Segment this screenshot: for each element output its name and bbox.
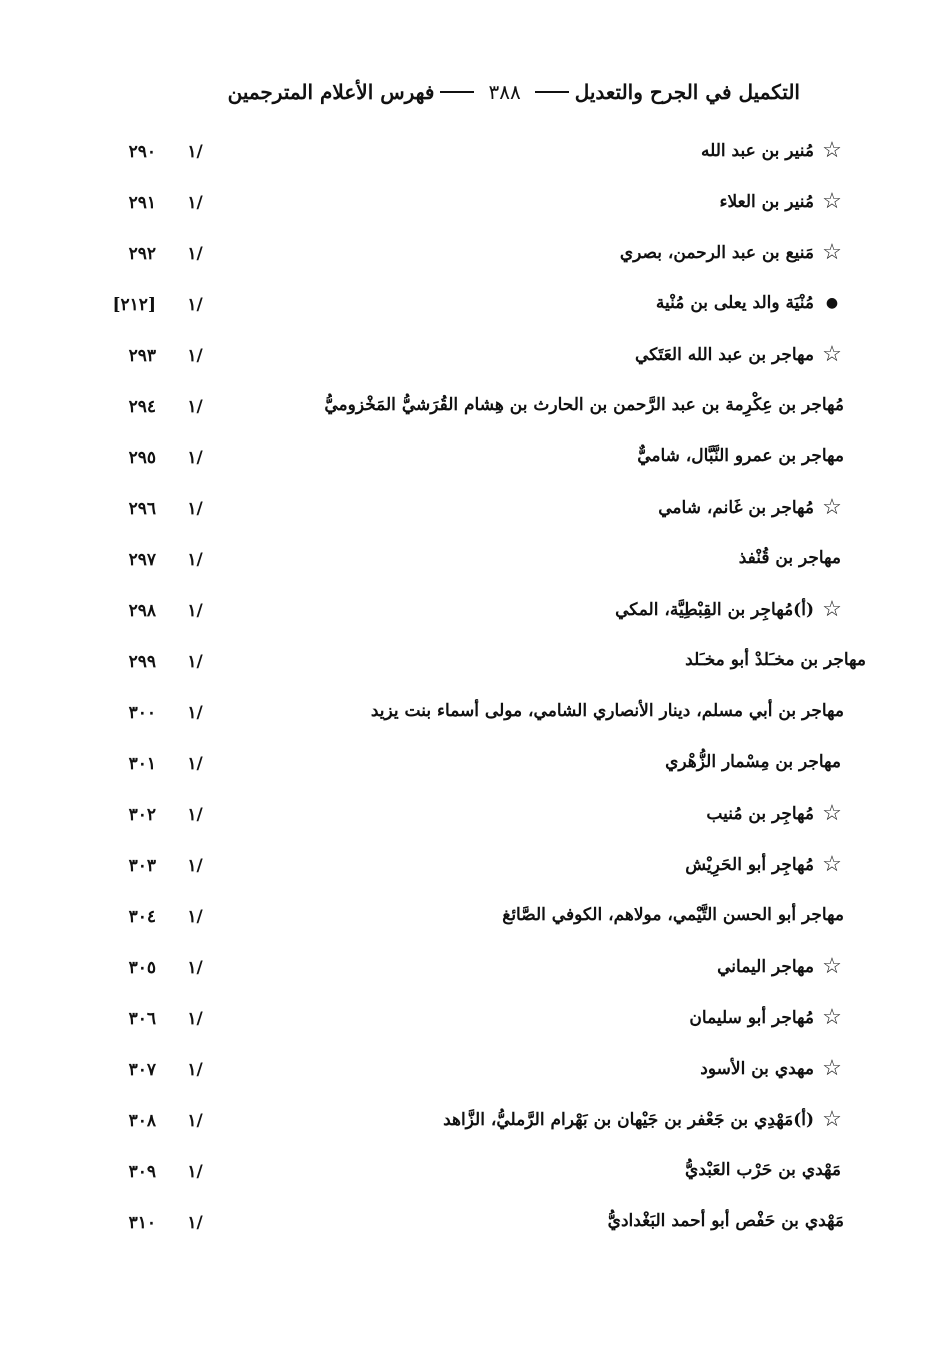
entry-number: ٢٩٧ bbox=[128, 550, 156, 570]
entry-name-group bbox=[620, 242, 844, 264]
index-entry bbox=[0, 487, 936, 539]
entry-volume: ١/ bbox=[187, 754, 203, 774]
index-entry bbox=[0, 1048, 936, 1100]
entry-name-group bbox=[706, 803, 844, 825]
section-title: فهرس الأعلام المترجمين bbox=[227, 80, 435, 104]
entry-number: ٣١٠ bbox=[128, 1213, 156, 1233]
entry-volume: ١/ bbox=[187, 1111, 203, 1131]
star-icon: ☆ bbox=[822, 189, 842, 214]
entry-number: ٢٩٦ bbox=[128, 499, 156, 519]
entry-volume: ١/ bbox=[187, 244, 203, 264]
entry-volume: ١/ bbox=[187, 856, 203, 876]
book-title: التكميل في الجرح والتعديل bbox=[574, 80, 800, 104]
entry-volume: ١/ bbox=[187, 907, 203, 927]
entry-name: (أ)مَهْدِي بن جَعْفر بن جَيْهان بن بَهْرام الرَّمليُّ، الزَّاهد bbox=[443, 1110, 814, 1130]
entry-name: مُنير بن عبد الله bbox=[700, 141, 814, 161]
star-icon: ☆ bbox=[822, 1107, 842, 1132]
bullet-icon: ● bbox=[825, 295, 839, 311]
entry-name-group bbox=[717, 956, 844, 978]
entry-number: ٣٠٢ bbox=[128, 805, 156, 825]
index-entry bbox=[0, 844, 936, 896]
entry-name: مُهاجر بن عِكْرِمة بن عبد الرَّحمن بن الحارث بن هِشام القُرَشيُّ المَخْزوميُّ bbox=[324, 395, 844, 415]
entry-name: مُنْيَة والد يعلى بن مُنْية bbox=[655, 293, 814, 313]
index-entry bbox=[0, 1201, 936, 1253]
index-entry bbox=[0, 334, 936, 386]
entry-number: ٢٩٤ bbox=[128, 397, 156, 417]
index-entry bbox=[0, 385, 936, 437]
index-entry bbox=[0, 130, 936, 182]
entry-name-group bbox=[371, 701, 844, 721]
index-entry bbox=[0, 895, 936, 947]
entry-name: مَنيع بن عبد الرحمن، بصري bbox=[619, 243, 814, 263]
entry-volume: ١/ bbox=[187, 448, 203, 468]
entry-name-group bbox=[656, 293, 844, 313]
entry-name: مهاجر أبو الحسن التَّيْمي، مولاهم، الكوفي الصَّائغ bbox=[502, 905, 844, 925]
index-entry bbox=[0, 691, 936, 743]
entry-name: مهاجر بن قُنْفذ bbox=[738, 548, 841, 568]
entry-name: مَهْدي بن حَفْص أبو أحمد البَغْداديُّ bbox=[607, 1211, 844, 1231]
entry-number: ٣٠٠ bbox=[128, 703, 156, 723]
entry-name-group bbox=[443, 1109, 844, 1131]
entry-volume: ١/ bbox=[187, 1060, 203, 1080]
entry-volume: ١/ bbox=[187, 805, 203, 825]
entry-name-group bbox=[608, 1211, 844, 1231]
star-icon: ☆ bbox=[822, 597, 842, 622]
star-icon: ☆ bbox=[822, 1056, 842, 1081]
star-icon: ☆ bbox=[822, 852, 842, 877]
entry-volume: ١/ bbox=[187, 1162, 203, 1182]
entry-name-group bbox=[615, 599, 844, 621]
entry-name-group bbox=[324, 395, 844, 415]
star-icon: ☆ bbox=[822, 240, 842, 265]
index-entry bbox=[0, 742, 936, 794]
entry-name-group bbox=[689, 1007, 844, 1029]
entry-name-group bbox=[701, 140, 844, 162]
entry-number: ٣٠٣ bbox=[128, 856, 156, 876]
entry-number: ٢٩٠ bbox=[128, 142, 156, 162]
star-icon: ☆ bbox=[822, 954, 842, 979]
entry-number: ٢٩١ bbox=[128, 193, 156, 213]
index-entry bbox=[0, 538, 936, 590]
entry-name: مهاجر بن أبي مسلم، دينار الأنصاري الشامي، مولى أسماء بنت يزيد bbox=[370, 701, 844, 721]
entry-name: مهدي بن الأسود bbox=[700, 1059, 814, 1079]
entry-number: [٢١٢] bbox=[112, 295, 156, 315]
entry-number: ٣٠٦ bbox=[128, 1009, 156, 1029]
entry-name: مُهاجر أبو سليمان bbox=[689, 1008, 814, 1028]
star-icon: ☆ bbox=[822, 495, 842, 520]
entry-volume: ١/ bbox=[187, 601, 203, 621]
entry-name-group bbox=[739, 548, 841, 568]
entry-name: مهاجر بن عمرو النَّبَّال، شاميٌّ bbox=[637, 446, 844, 466]
entry-name-group bbox=[720, 191, 845, 213]
star-icon: ☆ bbox=[822, 138, 842, 163]
entry-name: مُنير بن العلاء bbox=[719, 192, 814, 212]
entry-name-group bbox=[665, 752, 841, 772]
index-entry bbox=[0, 589, 936, 641]
entry-name-group bbox=[635, 344, 844, 366]
entry-number: ٣٠٩ bbox=[128, 1162, 156, 1182]
entry-number: ٢٩٩ bbox=[128, 652, 156, 672]
entry-volume: ١/ bbox=[187, 958, 203, 978]
page-header bbox=[190, 74, 800, 110]
entry-number: ٣٠٥ bbox=[128, 958, 156, 978]
entry-volume: ١/ bbox=[187, 1213, 203, 1233]
star-icon: ☆ bbox=[822, 342, 842, 367]
entry-volume: ١/ bbox=[187, 346, 203, 366]
entry-volume: ١/ bbox=[187, 397, 203, 417]
star-icon: ☆ bbox=[822, 801, 842, 826]
index-entry bbox=[0, 283, 936, 335]
entry-name-group bbox=[637, 446, 844, 466]
entry-name-group bbox=[685, 650, 866, 670]
index-entry bbox=[0, 793, 936, 845]
entry-name: (أ)مُهاجِر بن القِبْطِيَّة، المكي bbox=[615, 600, 814, 620]
entry-name-group bbox=[685, 854, 844, 876]
entry-number: ٢٩٣ bbox=[128, 346, 156, 366]
entry-number: ٣٠٧ bbox=[128, 1060, 156, 1080]
entry-name: مهاجر اليماني bbox=[717, 957, 814, 977]
entry-volume: ١/ bbox=[187, 295, 203, 315]
entry-name: مهاجر بن عبد الله العَتَكي bbox=[635, 345, 814, 365]
entry-name: مَهْدي بن حَرْب العَبْديُّ bbox=[685, 1160, 841, 1180]
entry-name: مُهاجِر أبو الحَرِيْش bbox=[685, 855, 814, 875]
header-dash bbox=[440, 91, 474, 93]
entry-volume: ١/ bbox=[187, 652, 203, 672]
entry-volume: ١/ bbox=[187, 550, 203, 570]
index-entry bbox=[0, 946, 936, 998]
entry-name-group bbox=[658, 497, 844, 519]
index-entry bbox=[0, 181, 936, 233]
entry-name-group bbox=[700, 1058, 844, 1080]
index-entry bbox=[0, 1150, 936, 1202]
entry-volume: ١/ bbox=[187, 1009, 203, 1029]
entry-number: ٢٩٥ bbox=[128, 448, 156, 468]
star-icon: ☆ bbox=[822, 1005, 842, 1030]
entry-number: ٣٠١ bbox=[128, 754, 156, 774]
entry-number: ٣٠٤ bbox=[128, 907, 156, 927]
entry-name: مهاجر بن مخـَلدْ أبو مخـَلد bbox=[685, 650, 866, 670]
page-number: ٣٨٨ bbox=[488, 80, 521, 104]
index-entry bbox=[0, 1099, 936, 1151]
entry-number: ٢٩٨ bbox=[128, 601, 156, 621]
entry-volume: ١/ bbox=[187, 193, 203, 213]
entry-name-group bbox=[685, 1160, 841, 1180]
header-dash bbox=[535, 91, 569, 93]
entry-name: مُهاجر بن غَانم، شامي bbox=[658, 498, 814, 518]
entry-name: مهاجر بن مِسْمار الزُّهْري bbox=[665, 752, 841, 772]
entry-volume: ١/ bbox=[187, 703, 203, 723]
entry-name-group bbox=[502, 905, 844, 925]
entry-number: ٢٩٢ bbox=[128, 244, 156, 264]
entry-number: ٣٠٨ bbox=[128, 1111, 156, 1131]
entry-volume: ١/ bbox=[187, 142, 203, 162]
index-entry bbox=[0, 640, 936, 692]
entry-name: مُهاجِر بن مُنيب bbox=[706, 804, 814, 824]
index-entry bbox=[0, 232, 936, 284]
index-entry bbox=[0, 436, 936, 488]
entry-volume: ١/ bbox=[187, 499, 203, 519]
index-entry bbox=[0, 997, 936, 1049]
